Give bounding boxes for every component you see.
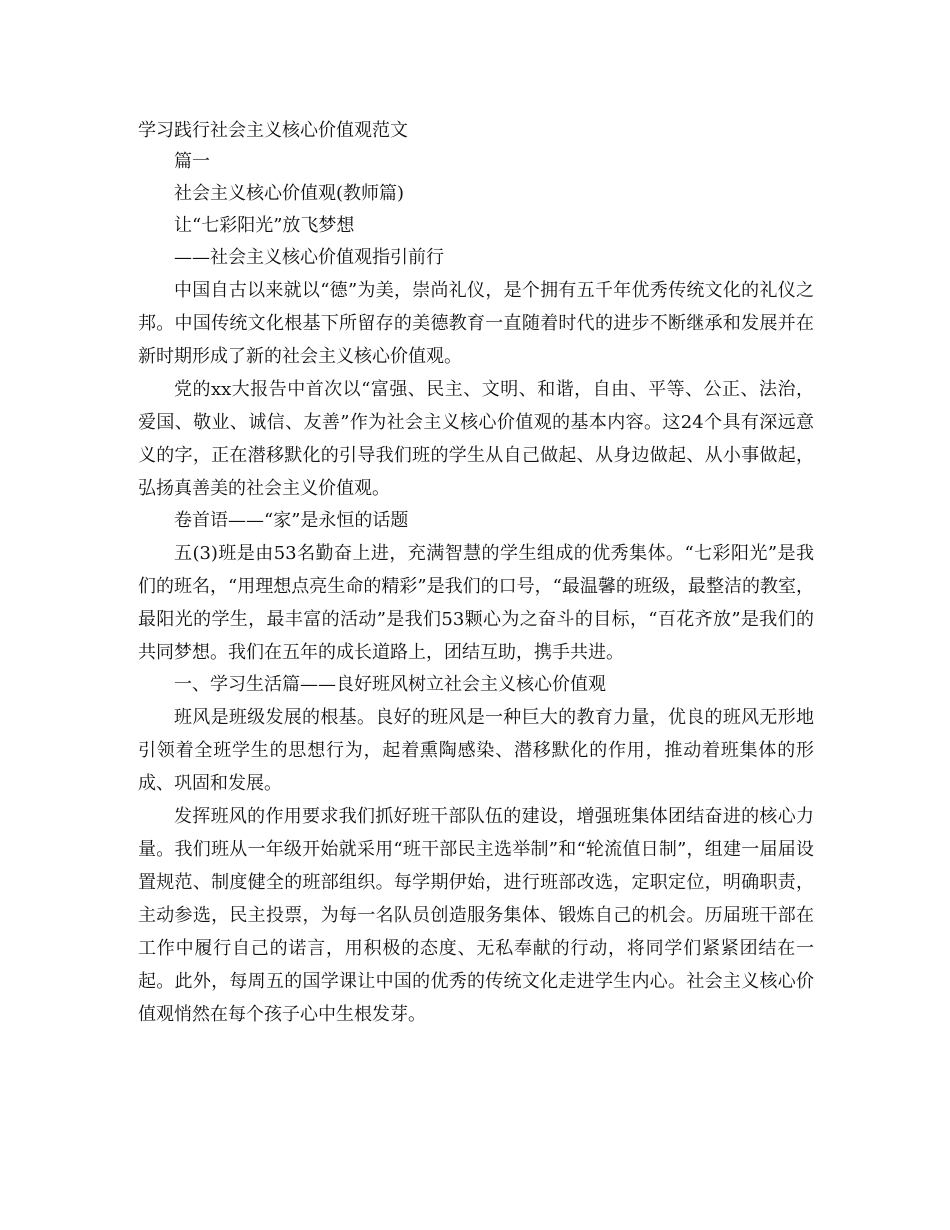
heading-study: 一、学习生活篇——良好班风树立社会主义核心价值观	[174, 674, 606, 695]
paragraph: 班风是班级发展的根基。良好的班风是一种巨大的教育力量，优良的班风无形地引领着全班学生的思想行为，起着熏陶感染、潜移默化的作用，推动着班集体的形成、巩固和发展。	[138, 707, 814, 794]
subtitle: 社会主义核心价值观(教师篇)	[174, 183, 405, 204]
theme-subtitle: ——社会主义核心价值观指引前行	[174, 247, 444, 268]
document-title: 学习践行社会主义核心价值观范文	[138, 120, 408, 141]
paragraph: 五(3)班是由53名勤奋上进，充满智慧的学生组成的优秀集体。“七彩阳光”是我们的班名，“用理想点亮生命的精彩”是我们的口号，“最温馨的班级，最整洁的教室，最阳光的学生，最丰富的活动”是我们53颗心为之奋斗的目标，“百花齐放”是我们的共同梦想。我们在五年的成长道路上，团结互助，携手共进。	[138, 543, 814, 663]
paragraph: 发挥班风的作用要求我们抓好班干部队伍的建设，增强班集体团结奋进的核心力量。我们班从一年级开始就采用“班干部民主选举制”和“轮流值日制”，组建一届届设置规范、制度健全的班部组织。每学期伊始，进行班部改选，定职定位，明确职责，主动参选，民主投票，为每一名队员创造服务集体、锻炼自己的机会。历届班干部在工作中履行自己的诺言，用积极的态度、无私奉献的行动，将同学们紧紧团结在一起。此外，每周五的国学课让中国的优秀的传统文化走进学生内心。社会主义核心价值观悄然在每个孩子心中生根发芽。	[138, 806, 814, 1025]
heading-preface: 卷首语——“家”是永恒的话题	[174, 510, 409, 531]
paragraph: 中国自古以来就以“德”为美，崇尚礼仪，是个拥有五千年优秀传统文化的礼仪之邦。中国传统文化根基下所留存的美德教育一直随着时代的进步不断继承和发展并在新时期形成了新的社会主义核心价值观。	[138, 280, 814, 367]
document-body	[138, 116, 814, 1031]
theme-title: 让“七彩阳光”放飞梦想	[174, 215, 355, 236]
section-label: 篇一	[174, 151, 210, 172]
paragraph: 党的xx大报告中首次以“富强、民主、文明、和谐，自由、平等、公正、法治，爱国、敬业、诚信、友善”作为社会主义核心价值观的基本内容。这24个具有深远意义的字，正在潜移默化的引导我们班的学生从自己做起、从身边做起、从小事做起，弘扬真善美的社会主义价值观。	[138, 379, 814, 499]
